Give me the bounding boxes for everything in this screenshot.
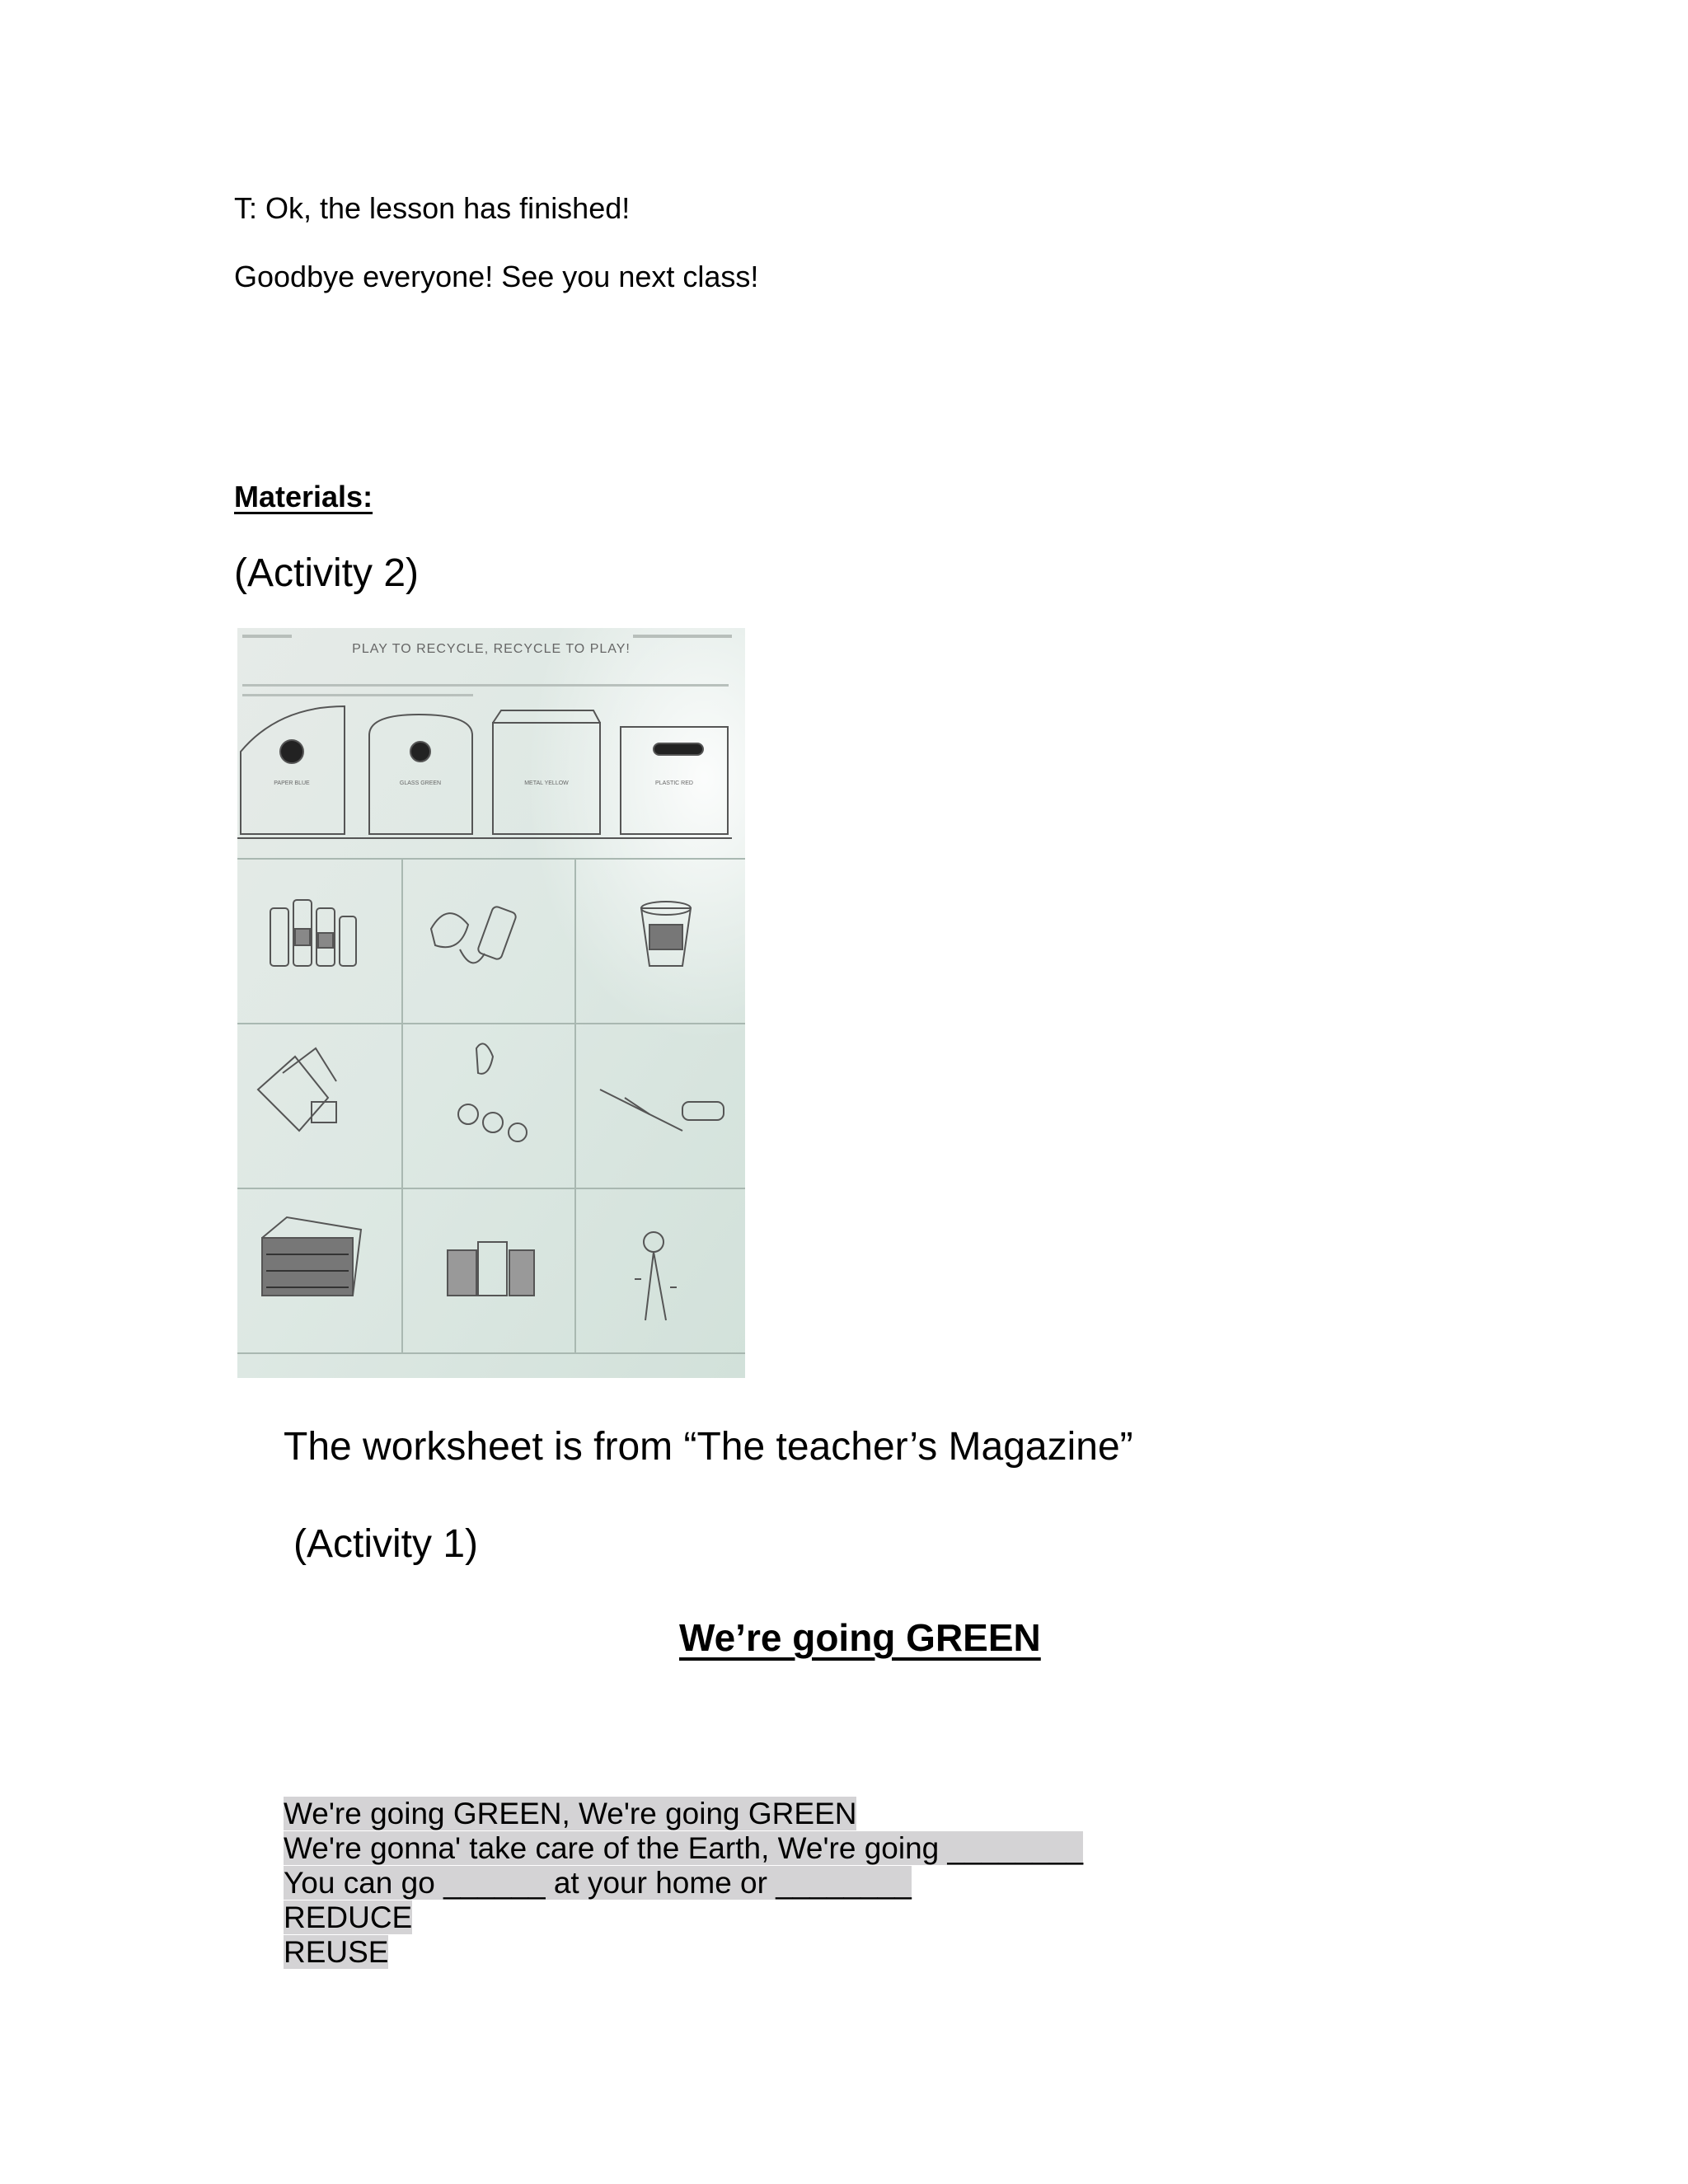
materials-heading: Materials: <box>234 480 373 513</box>
dialogue-line-2: Goodbye everyone! See you next class! <box>234 260 759 293</box>
bin-label-glass: GLASS GREEN <box>399 780 442 786</box>
song-title: We’re going GREEN <box>679 1616 1041 1659</box>
bin-label-paper: PAPER BLUE <box>274 780 310 786</box>
song-lyrics <box>284 1797 1083 1970</box>
dialogue-line-1: T: Ok, the lesson has finished! <box>234 191 631 225</box>
lyric-line-2: We're gonna' take care of the Earth, We're going ________ <box>284 1831 1084 1865</box>
bin-label-plastic: PLASTIC RED <box>655 780 693 786</box>
bin-label-metal: METAL YELLOW <box>524 780 569 786</box>
worksheet-title: PLAY TO RECYCLE, RECYCLE TO PLAY! <box>352 642 631 656</box>
lyric-line-3: You can go ______ at your home or ________ <box>284 1866 912 1900</box>
activity-2-label: (Activity 2) <box>234 551 420 595</box>
lyric-line-5: REUSE <box>284 1935 389 1969</box>
activity-1-label: (Activity 1) <box>293 1522 479 1566</box>
lyric-line-1: We're going GREEN, We're going GREEN <box>284 1797 857 1830</box>
worksheet-source-note: The worksheet is from “The teacher’s Magazine” <box>284 1425 1133 1469</box>
lyric-line-4: REDUCE <box>284 1900 413 1934</box>
worksheet-photo <box>237 628 745 1378</box>
